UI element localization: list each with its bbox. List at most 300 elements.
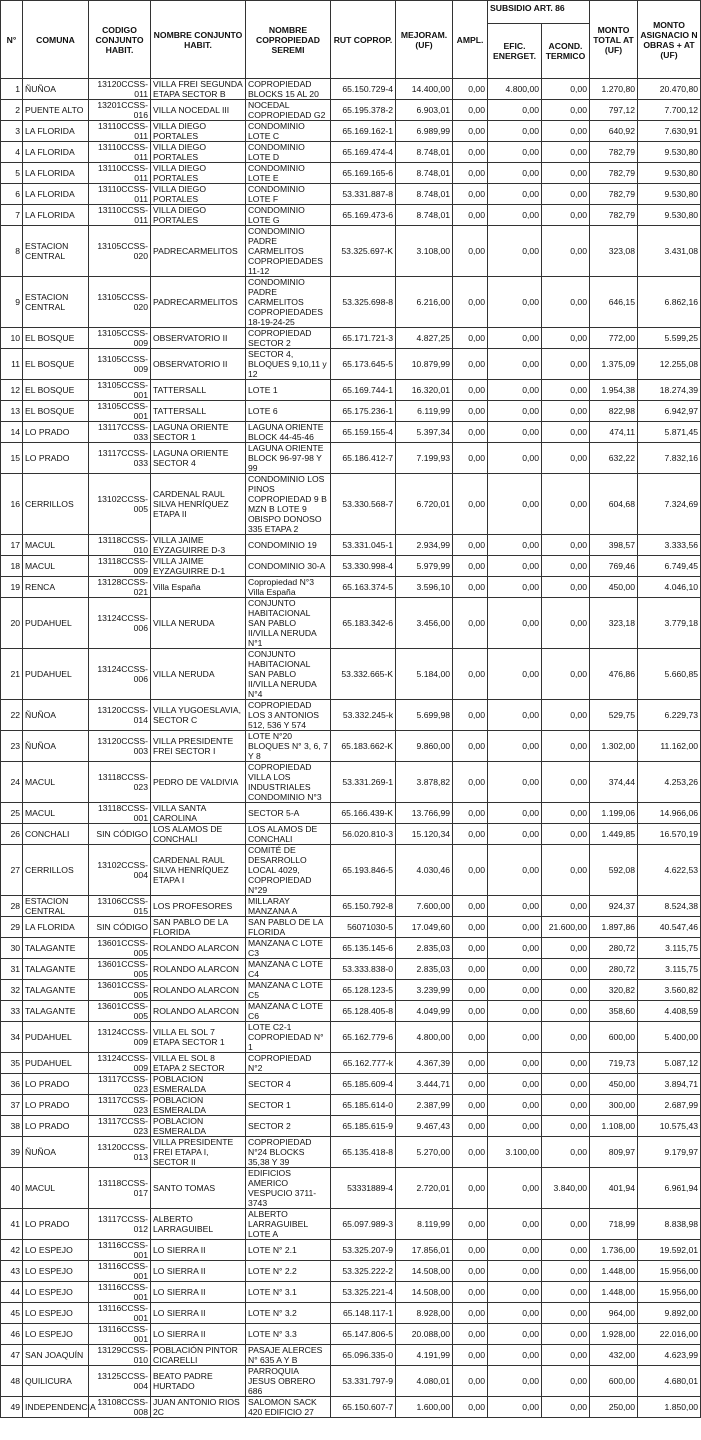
efic-cell: 0,00 — [488, 762, 542, 803]
ampl-cell: 0,00 — [453, 1168, 488, 1209]
copropiedad-cell: MANZANA C LOTE C4 — [246, 959, 331, 980]
rut-cell: 65.096.335-0 — [331, 1345, 396, 1366]
monto-asignacion-cell: 16.570,19 — [638, 824, 701, 845]
conjunto-cell: LAGUNA ORIENTE SECTOR 1 — [151, 422, 246, 443]
conjunto-cell: TATTERSALL — [151, 401, 246, 422]
ampl-cell: 0,00 — [453, 577, 488, 598]
row-number: 33 — [1, 1001, 23, 1022]
monto-at-cell: 1.928,00 — [590, 1324, 638, 1345]
monto-at-cell: 1.736,00 — [590, 1240, 638, 1261]
monto-at-cell: 646,15 — [590, 277, 638, 328]
comuna-cell: LA FLORIDA — [23, 163, 89, 184]
efic-cell: 0,00 — [488, 1053, 542, 1074]
monto-at-cell: 600,00 — [590, 1366, 638, 1397]
copropiedad-cell: CONDOMINIO LOTE G — [246, 205, 331, 226]
comuna-cell: QUILICURA — [23, 1366, 89, 1397]
mejoram-cell: 3.444,71 — [396, 1074, 453, 1095]
codigo-cell: 13601CCSS-005 — [89, 938, 151, 959]
table-row — [1, 845, 701, 896]
rut-cell: 65.097.989-3 — [331, 1209, 396, 1240]
monto-at-cell: 358,60 — [590, 1001, 638, 1022]
conjunto-cell: PADRECARMELITOS — [151, 226, 246, 277]
rut-cell: 53.332.245-k — [331, 700, 396, 731]
copropiedad-cell: CONDOMINIO PADRE CARMELITOS COPROPIEDADES 11-12 — [246, 226, 331, 277]
efic-cell: 0,00 — [488, 100, 542, 121]
mejoram-cell: 13.766,99 — [396, 803, 453, 824]
table-row — [1, 380, 701, 401]
efic-cell: 0,00 — [488, 349, 542, 380]
efic-cell: 0,00 — [488, 1366, 542, 1397]
acond-cell: 0,00 — [542, 1001, 590, 1022]
row-number: 45 — [1, 1303, 23, 1324]
ampl-cell: 0,00 — [453, 1366, 488, 1397]
rut-cell: 65.185.614-0 — [331, 1095, 396, 1116]
row-number: 18 — [1, 556, 23, 577]
codigo-cell: 13201CCSS-016 — [89, 100, 151, 121]
monto-asignacion-cell: 1.850,00 — [638, 1397, 701, 1418]
codigo-cell: 13105CCSS-020 — [89, 226, 151, 277]
mejoram-cell: 7.600,00 — [396, 896, 453, 917]
row-number: 9 — [1, 277, 23, 328]
conjunto-cell: LOS ALAMOS DE CONCHALI — [151, 824, 246, 845]
monto-asignacion-cell: 7.832,16 — [638, 443, 701, 474]
ampl-cell: 0,00 — [453, 1303, 488, 1324]
ampl-cell: 0,00 — [453, 556, 488, 577]
copropiedad-cell: CONDOMINIO LOTE E — [246, 163, 331, 184]
row-number: 40 — [1, 1168, 23, 1209]
ampl-cell: 0,00 — [453, 824, 488, 845]
rut-cell: 65.162.779-6 — [331, 1022, 396, 1053]
efic-cell: 0,00 — [488, 1261, 542, 1282]
codigo-cell: 13105CCSS-009 — [89, 328, 151, 349]
efic-cell: 0,00 — [488, 598, 542, 649]
acond-cell: 0,00 — [542, 1116, 590, 1137]
acond-cell: 0,00 — [542, 1074, 590, 1095]
conjunto-cell: POBLACION ESMERALDA — [151, 1074, 246, 1095]
conjunto-cell: BEATO PADRE HURTADO — [151, 1366, 246, 1397]
conjunto-cell: PADRECARMELITOS — [151, 277, 246, 328]
header-efic: EFIC. ENERGET. — [488, 24, 542, 79]
rut-cell: 65.150.729-4 — [331, 79, 396, 100]
copropiedad-cell: CONDOMINIO LOS PINOS COPROPIEDAD 9 B MZN B LOTE 9 OBISPO DONOSO 335 ETAPA 2 — [246, 474, 331, 535]
row-number: 24 — [1, 762, 23, 803]
codigo-cell: 13117CCSS-023 — [89, 1095, 151, 1116]
rut-cell: 53.333.838-0 — [331, 959, 396, 980]
monto-at-cell: 401,94 — [590, 1168, 638, 1209]
monto-at-cell: 1.448,00 — [590, 1282, 638, 1303]
table-row — [1, 226, 701, 277]
conjunto-cell: VILLA DIEGO PORTALES — [151, 184, 246, 205]
mejoram-cell: 4.367,39 — [396, 1053, 453, 1074]
comuna-cell: CONCHALI — [23, 824, 89, 845]
acond-cell: 0,00 — [542, 184, 590, 205]
codigo-cell: 13102CCSS-004 — [89, 845, 151, 896]
codigo-cell: 13108CCSS-008 — [89, 1397, 151, 1418]
comuna-cell: LO ESPEJO — [23, 1324, 89, 1345]
comuna-cell: ESTACION CENTRAL — [23, 277, 89, 328]
comuna-cell: PUDAHUEL — [23, 1053, 89, 1074]
acond-cell: 0,00 — [542, 1345, 590, 1366]
copropiedad-cell: COPROPIEDAD LOS 3 ANTONIOS 512, 536 Y 574 — [246, 700, 331, 731]
mejoram-cell: 2.720,01 — [396, 1168, 453, 1209]
efic-cell: 0,00 — [488, 938, 542, 959]
codigo-cell: 13118CCSS-001 — [89, 803, 151, 824]
conjunto-cell: VILLA YUGOESLAVIA, SECTOR C — [151, 700, 246, 731]
monto-at-cell: 529,75 — [590, 700, 638, 731]
table-row — [1, 1209, 701, 1240]
comuna-cell: TALAGANTE — [23, 1001, 89, 1022]
row-number: 20 — [1, 598, 23, 649]
monto-asignacion-cell: 40.547,46 — [638, 917, 701, 938]
efic-cell: 0,00 — [488, 443, 542, 474]
copropiedad-cell: MANZANA C LOTE C3 — [246, 938, 331, 959]
row-number: 35 — [1, 1053, 23, 1074]
copropiedad-cell: CONDOMINIO LOTE D — [246, 142, 331, 163]
ampl-cell: 0,00 — [453, 731, 488, 762]
ampl-cell: 0,00 — [453, 762, 488, 803]
comuna-cell: LA FLORIDA — [23, 917, 89, 938]
table-row — [1, 824, 701, 845]
comuna-cell: TALAGANTE — [23, 959, 89, 980]
ampl-cell: 0,00 — [453, 328, 488, 349]
monto-at-cell: 718,99 — [590, 1209, 638, 1240]
efic-cell: 0,00 — [488, 896, 542, 917]
monto-at-cell: 640,92 — [590, 121, 638, 142]
monto-asignacion-cell: 5.087,12 — [638, 1053, 701, 1074]
codigo-cell: 13125CCSS-004 — [89, 1366, 151, 1397]
acond-cell: 0,00 — [542, 226, 590, 277]
mejoram-cell: 8.748,01 — [396, 142, 453, 163]
table-row — [1, 731, 701, 762]
comuna-cell: PUENTE ALTO — [23, 100, 89, 121]
copropiedad-cell: CONDOMINIO PADRE CARMELITOS COPROPIEDADES 18-19-24-25 — [246, 277, 331, 328]
monto-at-cell: 772,00 — [590, 328, 638, 349]
codigo-cell: 13110CCSS-011 — [89, 184, 151, 205]
row-number: 38 — [1, 1116, 23, 1137]
efic-cell: 0,00 — [488, 1022, 542, 1053]
monto-asignacion-cell: 9.530,80 — [638, 142, 701, 163]
codigo-cell: 13601CCSS-005 — [89, 1001, 151, 1022]
monto-at-cell: 797,12 — [590, 100, 638, 121]
table-row — [1, 100, 701, 121]
conjunto-cell: VILLA SANTA CAROLINA — [151, 803, 246, 824]
copropiedad-cell: LOTE C2-1 COPROPIEDAD N° 1 — [246, 1022, 331, 1053]
codigo-cell: 13118CCSS-009 — [89, 556, 151, 577]
codigo-cell: 13116CCSS-001 — [89, 1282, 151, 1303]
monto-asignacion-cell: 2.687,99 — [638, 1095, 701, 1116]
codigo-cell: 13117CCSS-023 — [89, 1116, 151, 1137]
conjunto-cell: LO SIERRA II — [151, 1240, 246, 1261]
ampl-cell: 0,00 — [453, 121, 488, 142]
row-number: 11 — [1, 349, 23, 380]
acond-cell: 0,00 — [542, 163, 590, 184]
table-row — [1, 422, 701, 443]
conjunto-cell: OBSERVATORIO II — [151, 349, 246, 380]
row-number: 36 — [1, 1074, 23, 1095]
codigo-cell: 13116CCSS-001 — [89, 1240, 151, 1261]
codigo-cell: 13110CCSS-011 — [89, 205, 151, 226]
comuna-cell: LA FLORIDA — [23, 184, 89, 205]
codigo-cell: 13105CCSS-001 — [89, 401, 151, 422]
conjunto-cell: VILLA JAIME EYZAGUIRRE D-1 — [151, 556, 246, 577]
acond-cell: 0,00 — [542, 1282, 590, 1303]
monto-asignacion-cell: 4.680,01 — [638, 1366, 701, 1397]
efic-cell: 0,00 — [488, 1116, 542, 1137]
conjunto-cell: VILLA NERUDA — [151, 598, 246, 649]
acond-cell: 0,00 — [542, 803, 590, 824]
codigo-cell: 13102CCSS-005 — [89, 474, 151, 535]
rut-cell: 65.163.374-5 — [331, 577, 396, 598]
ampl-cell: 0,00 — [453, 163, 488, 184]
copropiedad-cell: LOTE N° 3.1 — [246, 1282, 331, 1303]
codigo-cell: 13105CCSS-009 — [89, 349, 151, 380]
ampl-cell: 0,00 — [453, 1022, 488, 1053]
rut-cell: 53.325.207-9 — [331, 1240, 396, 1261]
efic-cell: 0,00 — [488, 328, 542, 349]
monto-at-cell: 432,00 — [590, 1345, 638, 1366]
ampl-cell: 0,00 — [453, 803, 488, 824]
conjunto-cell: POBLACION ESMERALDA — [151, 1116, 246, 1137]
codigo-cell: 13117CCSS-033 — [89, 422, 151, 443]
monto-at-cell: 600,00 — [590, 1022, 638, 1053]
monto-asignacion-cell: 9.530,80 — [638, 163, 701, 184]
mejoram-cell: 4.049,99 — [396, 1001, 453, 1022]
copropiedad-cell: CONDOMINIO LOTE F — [246, 184, 331, 205]
monto-asignacion-cell: 3.431,08 — [638, 226, 701, 277]
table-row — [1, 1324, 701, 1345]
mejoram-cell: 8.748,01 — [396, 184, 453, 205]
rut-cell: 65.171.721-3 — [331, 328, 396, 349]
conjunto-cell: VILLA DIEGO PORTALES — [151, 163, 246, 184]
efic-cell: 0,00 — [488, 277, 542, 328]
codigo-cell: 13117CCSS-023 — [89, 1074, 151, 1095]
rut-cell: 65.193.846-5 — [331, 845, 396, 896]
codigo-cell: 13601CCSS-005 — [89, 980, 151, 1001]
mejoram-cell: 4.030,46 — [396, 845, 453, 896]
monto-at-cell: 782,79 — [590, 142, 638, 163]
table-row — [1, 577, 701, 598]
mejoram-cell: 4.827,25 — [396, 328, 453, 349]
conjunto-cell: SANTO TOMAS — [151, 1168, 246, 1209]
row-number: 19 — [1, 577, 23, 598]
row-number: 47 — [1, 1345, 23, 1366]
row-number: 39 — [1, 1137, 23, 1168]
monto-asignacion-cell: 3.333,56 — [638, 535, 701, 556]
acond-cell: 0,00 — [542, 1240, 590, 1261]
mejoram-cell: 14.508,00 — [396, 1261, 453, 1282]
efic-cell: 0,00 — [488, 226, 542, 277]
monto-asignacion-cell: 9.179,97 — [638, 1137, 701, 1168]
monto-asignacion-cell: 22.016,00 — [638, 1324, 701, 1345]
comuna-cell: MACUL — [23, 803, 89, 824]
monto-at-cell: 1.375,09 — [590, 349, 638, 380]
efic-cell: 0,00 — [488, 163, 542, 184]
table-row — [1, 1001, 701, 1022]
monto-asignacion-cell: 14.966,06 — [638, 803, 701, 824]
efic-cell: 0,00 — [488, 700, 542, 731]
conjunto-cell: LO SIERRA II — [151, 1324, 246, 1345]
comuna-cell: LO ESPEJO — [23, 1282, 89, 1303]
codigo-cell: 13129CCSS-010 — [89, 1345, 151, 1366]
mejoram-cell: 6.903,01 — [396, 100, 453, 121]
monto-at-cell: 323,18 — [590, 598, 638, 649]
conjunto-cell: ROLANDO ALARCON — [151, 980, 246, 1001]
monto-at-cell: 250,00 — [590, 1397, 638, 1418]
comuna-cell: ESTACION CENTRAL — [23, 226, 89, 277]
conjunto-cell: VILLA PRESIDENTE FREI ETAPA I, SECTOR II — [151, 1137, 246, 1168]
codigo-cell: 13120CCSS-003 — [89, 731, 151, 762]
codigo-cell: 13124CCSS-009 — [89, 1053, 151, 1074]
mejoram-cell: 4.080,01 — [396, 1366, 453, 1397]
copropiedad-cell: LOTE 1 — [246, 380, 331, 401]
rut-cell: 65.169.165-6 — [331, 163, 396, 184]
row-number: 41 — [1, 1209, 23, 1240]
ampl-cell: 0,00 — [453, 79, 488, 100]
acond-cell: 0,00 — [542, 1053, 590, 1074]
monto-at-cell: 320,82 — [590, 980, 638, 1001]
ampl-cell: 0,00 — [453, 1261, 488, 1282]
monto-at-cell: 1.448,00 — [590, 1261, 638, 1282]
table-row — [1, 1022, 701, 1053]
copropiedad-cell: CONDOMINIO LOTE C — [246, 121, 331, 142]
efic-cell: 0,00 — [488, 917, 542, 938]
efic-cell: 0,00 — [488, 556, 542, 577]
mejoram-cell: 4.800,00 — [396, 1022, 453, 1053]
acond-cell: 0,00 — [542, 100, 590, 121]
mejoram-cell: 5.979,99 — [396, 556, 453, 577]
monto-asignacion-cell: 5.660,85 — [638, 649, 701, 700]
efic-cell: 0,00 — [488, 1168, 542, 1209]
mejoram-cell: 10.879,99 — [396, 349, 453, 380]
conjunto-cell: VILLA EL SOL 8 ETAPA 2 SECTOR — [151, 1053, 246, 1074]
monto-asignacion-cell: 5.400,00 — [638, 1022, 701, 1053]
conjunto-cell: LO SIERRA II — [151, 1261, 246, 1282]
codigo-cell: 13117CCSS-012 — [89, 1209, 151, 1240]
conjunto-cell: POBLACIÓN PINTOR CICARELLI — [151, 1345, 246, 1366]
mejoram-cell: 17.049,60 — [396, 917, 453, 938]
efic-cell: 0,00 — [488, 1074, 542, 1095]
table-row — [1, 142, 701, 163]
comuna-cell: PUDAHUEL — [23, 598, 89, 649]
rut-cell: 65.135.145-6 — [331, 938, 396, 959]
row-number: 49 — [1, 1397, 23, 1418]
row-number: 17 — [1, 535, 23, 556]
acond-cell: 0,00 — [542, 1261, 590, 1282]
monto-at-cell: 398,57 — [590, 535, 638, 556]
monto-asignacion-cell: 3.560,82 — [638, 980, 701, 1001]
copropiedad-cell: LOTE N° 2.2 — [246, 1261, 331, 1282]
monto-asignacion-cell: 8.838,98 — [638, 1209, 701, 1240]
monto-asignacion-cell: 9.530,80 — [638, 205, 701, 226]
monto-at-cell: 1.108,00 — [590, 1116, 638, 1137]
monto-at-cell: 782,79 — [590, 205, 638, 226]
monto-asignacion-cell: 3.115,75 — [638, 938, 701, 959]
mejoram-cell: 3.239,99 — [396, 980, 453, 1001]
table-row — [1, 1168, 701, 1209]
rut-cell: 65.195.378-2 — [331, 100, 396, 121]
copropiedad-cell: MILLARAY MANZANA A — [246, 896, 331, 917]
header-codigo: CODIGO CONJUNTO HABIT. — [89, 1, 151, 79]
table-row — [1, 896, 701, 917]
row-number: 6 — [1, 184, 23, 205]
ampl-cell: 0,00 — [453, 1095, 488, 1116]
ampl-cell: 0,00 — [453, 1053, 488, 1074]
comuna-cell: LO PRADO — [23, 422, 89, 443]
conjunto-cell: JUAN ANTONIO RIOS 2C — [151, 1397, 246, 1418]
monto-asignacion-cell: 4.623,99 — [638, 1345, 701, 1366]
mejoram-cell: 8.748,01 — [396, 163, 453, 184]
copropiedad-cell: LOTE N°20 BLOQUES N° 3, 6, 7 Y 8 — [246, 731, 331, 762]
comuna-cell: MACUL — [23, 1168, 89, 1209]
table-row — [1, 443, 701, 474]
acond-cell: 0,00 — [542, 535, 590, 556]
comuna-cell: LO ESPEJO — [23, 1261, 89, 1282]
rut-cell: 53.330.998-4 — [331, 556, 396, 577]
comuna-cell: EL BOSQUE — [23, 328, 89, 349]
monto-at-cell: 632,22 — [590, 443, 638, 474]
header-subsidio: SUBSIDIO ART. 86 — [488, 1, 590, 24]
acond-cell: 0,00 — [542, 556, 590, 577]
ampl-cell: 0,00 — [453, 184, 488, 205]
rut-cell: 65.169.744-1 — [331, 380, 396, 401]
ampl-cell: 0,00 — [453, 700, 488, 731]
copropiedad-cell: MANZANA C LOTE C5 — [246, 980, 331, 1001]
header-comuna: COMUNA — [23, 1, 89, 79]
rut-cell: 65.150.792-8 — [331, 896, 396, 917]
table-row — [1, 277, 701, 328]
monto-asignacion-cell: 3.115,75 — [638, 959, 701, 980]
row-number: 28 — [1, 896, 23, 917]
row-number: 5 — [1, 163, 23, 184]
codigo-cell: 13118CCSS-017 — [89, 1168, 151, 1209]
row-number: 27 — [1, 845, 23, 896]
table-row — [1, 79, 701, 100]
efic-cell: 0,00 — [488, 1240, 542, 1261]
table-row — [1, 649, 701, 700]
table-row — [1, 1366, 701, 1397]
monto-at-cell: 300,00 — [590, 1095, 638, 1116]
copropiedad-cell: EDIFICIOS AMERICO VESPUCIO 3711-3743 — [246, 1168, 331, 1209]
mejoram-cell: 5.184,00 — [396, 649, 453, 700]
acond-cell: 0,00 — [542, 1095, 590, 1116]
mejoram-cell: 6.720,01 — [396, 474, 453, 535]
row-number: 7 — [1, 205, 23, 226]
conjunto-cell: CARDENAL RAUL SILVA HENRÍQUEZ ETAPA II — [151, 474, 246, 535]
row-number: 48 — [1, 1366, 23, 1397]
acond-cell: 21.600,00 — [542, 917, 590, 938]
conjunto-cell: VILLA DIEGO PORTALES — [151, 205, 246, 226]
codigo-cell: 13105CCSS-001 — [89, 380, 151, 401]
rut-cell: 65.159.155-4 — [331, 422, 396, 443]
acond-cell: 0,00 — [542, 577, 590, 598]
monto-asignacion-cell: 6.942,97 — [638, 401, 701, 422]
rut-cell: 65.128.405-8 — [331, 1001, 396, 1022]
codigo-cell: 13116CCSS-001 — [89, 1303, 151, 1324]
ampl-cell: 0,00 — [453, 226, 488, 277]
conjunto-cell: VILLA DIEGO PORTALES — [151, 121, 246, 142]
efic-cell: 0,00 — [488, 1324, 542, 1345]
conjunto-cell: SAN PABLO DE LA FLORIDA — [151, 917, 246, 938]
monto-asignacion-cell: 3.894,71 — [638, 1074, 701, 1095]
header-mejoram: MEJORAM. (UF) — [396, 1, 453, 79]
table-row — [1, 1074, 701, 1095]
copropiedad-cell: NOCEDAL COPROPIEDAD G2 — [246, 100, 331, 121]
monto-asignacion-cell: 18.274,39 — [638, 380, 701, 401]
table-row — [1, 1095, 701, 1116]
acond-cell: 0,00 — [542, 1324, 590, 1345]
acond-cell: 0,00 — [542, 598, 590, 649]
table-row — [1, 1282, 701, 1303]
